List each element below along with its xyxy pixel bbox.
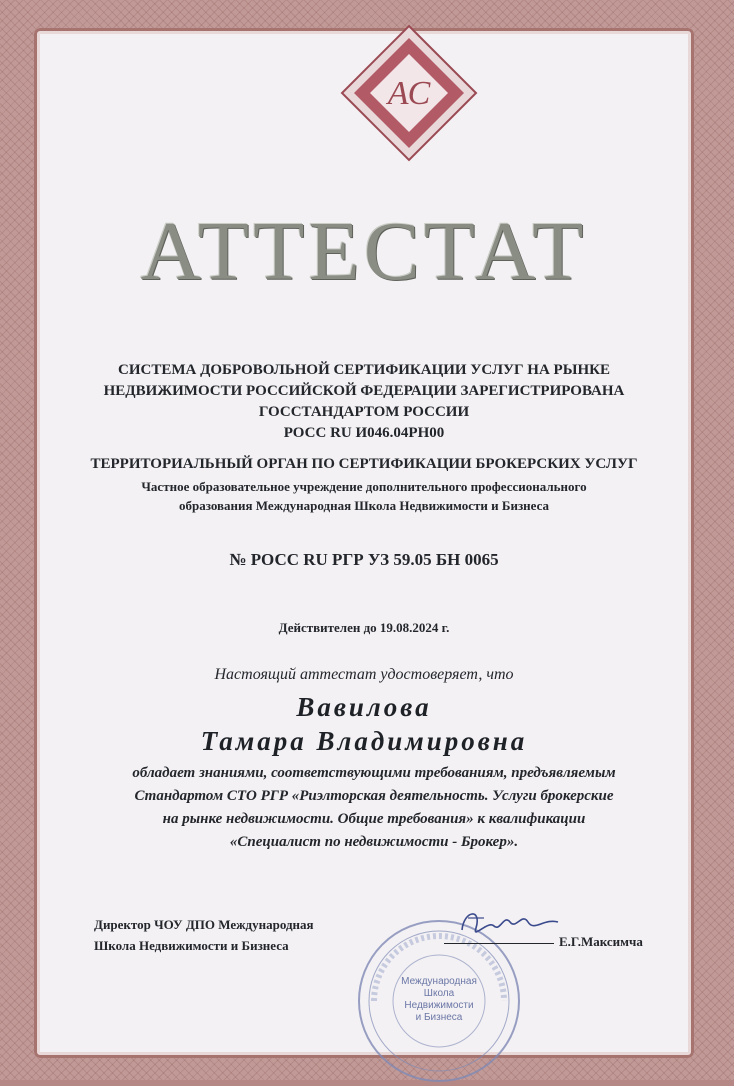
svg-text:АС: АС (387, 75, 431, 112)
director-name: Е.Г.Максимча (559, 934, 643, 949)
document-title: АТТЕСТАТ (140, 205, 588, 298)
person-given-names: Тамара Владимировна (200, 726, 528, 756)
signature-line (444, 943, 554, 944)
person-surname: Вавилова (296, 692, 432, 722)
stamp-text: Международная Школа Недвижимости и Бизнеса (401, 976, 477, 1023)
emblem-logo (334, 18, 484, 168)
certificate-number: № РОСС RU РГР УЗ 59.05 БН 0065 (229, 550, 499, 569)
certifies-text: Настоящий аттестат удостоверяет, что (214, 666, 514, 683)
valid-until: Действителен до 19.08.2024 г. (278, 620, 450, 635)
qualification-text: обладает знаниями, соответствующими требованиям, предъявляемым Стандартом СТО РГР «Риэлторская деятельность. Услуги брокерские на рынке недвижимости. Общие требования» к квалификации «Специалист по недвижимости - Брокер». (132, 765, 616, 850)
certification-system: СИСТЕМА ДОБРОВОЛЬНОЙ СЕРТИФИКАЦИИ УСЛУГ НА РЫНКЕ НЕДВИЖИМОСТИ РОССИЙСКОЙ ФЕДЕРАЦИИ ЗАРЕГИСТРИРОВАНА ГОССТАНДАРТОМ РОССИИ РОСС RU И046.04РН00 (103, 362, 625, 441)
organ-description: Частное образовательное учреждение дополнительного профессионального образования Международная Школа Недвижимости и Бизнеса (141, 479, 587, 513)
organ-heading: ТЕРРИТОРИАЛЬНЫЙ ОРГАН ПО СЕРТИФИКАЦИИ БРОКЕРСКИХ УСЛУГ (90, 456, 638, 472)
certificate-paper (34, 28, 694, 1058)
director-title: Директор ЧОУ ДПО Международная Школа Недвижимости и Бизнеса (94, 917, 314, 953)
